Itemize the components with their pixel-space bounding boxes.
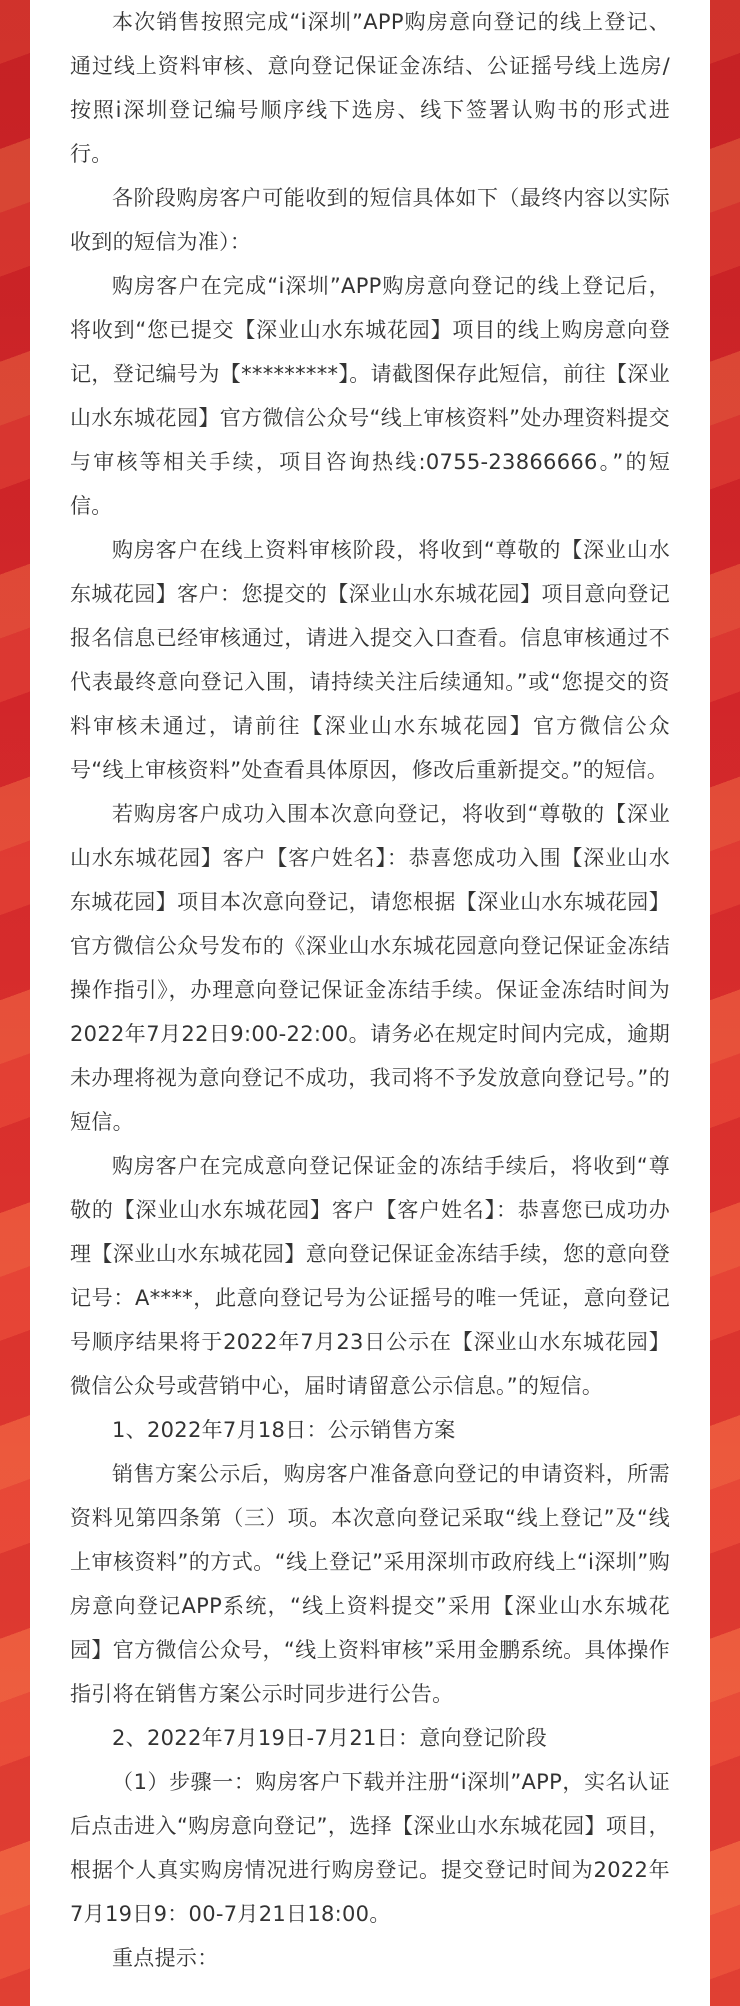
paragraph-sales-form: 本次销售按照完成“i深圳”APP购房意向登记的线上登记、通过线上资料审核、意向登记保证金冻结、公证摇号线上选房/按照i深圳登记编号顺序线下选房、线下签署认购书的形式进行。 bbox=[70, 10, 670, 166]
paragraph-step-1-detail: 销售方案公示后，购房客户准备意向登记的申请资料，所需资料见第四条第（三）项。本次意向登记采取“线上登记”及“线上审核资料”的方式。“线上登记”采用深圳市政府线上“i深圳”购房意向登记APP系统，“线上资料提交”采用【深业山水东城花园】官方微信公众号，“线上资料审核”采用金鹏系统。具体操作指引将在销售方案公示时同步进行公告。 bbox=[70, 1462, 670, 1706]
paragraph-sms-deposit-frozen: 购房客户在完成意向登记保证金的冻结手续后，将收到“尊敬的【深业山水东城花园】客户【客户姓名】：恭喜您已成功办理【深业山水东城花园】意向登记保证金冻结手续，您的意向登记号：A****，此意向登记号为公证摇号的唯一凭证，意向登记号顺序结果将于2022年7月23日公示在【深业山水东城花园】微信公众号或营销中心，届时请留意公示信息。”的短信。 bbox=[70, 1154, 670, 1398]
paragraph-sms-online-registration: 购房客户在完成“i深圳”APP购房意向登记的线上登记后，将收到“您已提交【深业山水东城花园】项目的线上购房意向登记，登记编号为【*********】。请截图保存此短信，前往【深业山水东城花园】官方微信公众号“线上审核资料”处办理资料提交与审核等相关手续，项目咨询热线:0755-23866666。”的短信。 bbox=[70, 274, 670, 518]
paragraph-sms-shortlisted: 若购房客户成功入围本次意向登记，将收到“尊敬的【深业山水东城花园】客户【客户姓名】：恭喜您成功入围【深业山水东城花园】项目本次意向登记，请您根据【深业山水东城花园】官方微信公众号发布的《深业山水东城花园意向登记保证金冻结操作指引》，办理意向登记保证金冻结手续。保证金冻结时间为2022年7月22日9:00-22:00。请务必在规定时间内完成，逾期未办理将视为意向登记不成功，我司将不予发放意向登记号。”的短信。 bbox=[70, 802, 670, 1134]
paragraph-sms-intro: 各阶段购房客户可能收到的短信具体如下（最终内容以实际收到的短信为准）： bbox=[70, 186, 670, 254]
paragraph-sms-review: 购房客户在线上资料审核阶段，将收到“尊敬的【深业山水东城花园】客户：您提交的【深业山水东城花园】项目意向登记报名信息已经审核通过，请进入提交入口查看。信息审核通过不代表最终意向登记入围，请持续关注后续通知。”或“您提交的资料审核未通过，请前往【深业山水东城花园】官方微信公众号“线上审核资料”处查看具体原因，修改后重新提交。”的短信。 bbox=[70, 538, 670, 782]
heading-step-2: 2、2022年7月19日-7月21日：意向登记阶段 bbox=[112, 1726, 548, 1750]
article-card bbox=[30, 0, 710, 2006]
left-red-decoration bbox=[0, 0, 30, 2006]
paragraph-step-2-detail: （1）步骤一：购房客户下载并注册“i深圳”APP，实名认证后点击进入“购房意向登记”，选择【深业山水东城花园】项目，根据个人真实购房情况进行购房登记。提交登记时间为2022年7月19日9：00-7月21日18:00。 bbox=[70, 1770, 670, 1926]
heading-key-notes: 重点提示： bbox=[112, 1946, 219, 1970]
right-red-decoration bbox=[710, 0, 740, 2006]
heading-step-1: 1、2022年7月18日：公示销售方案 bbox=[112, 1418, 456, 1442]
